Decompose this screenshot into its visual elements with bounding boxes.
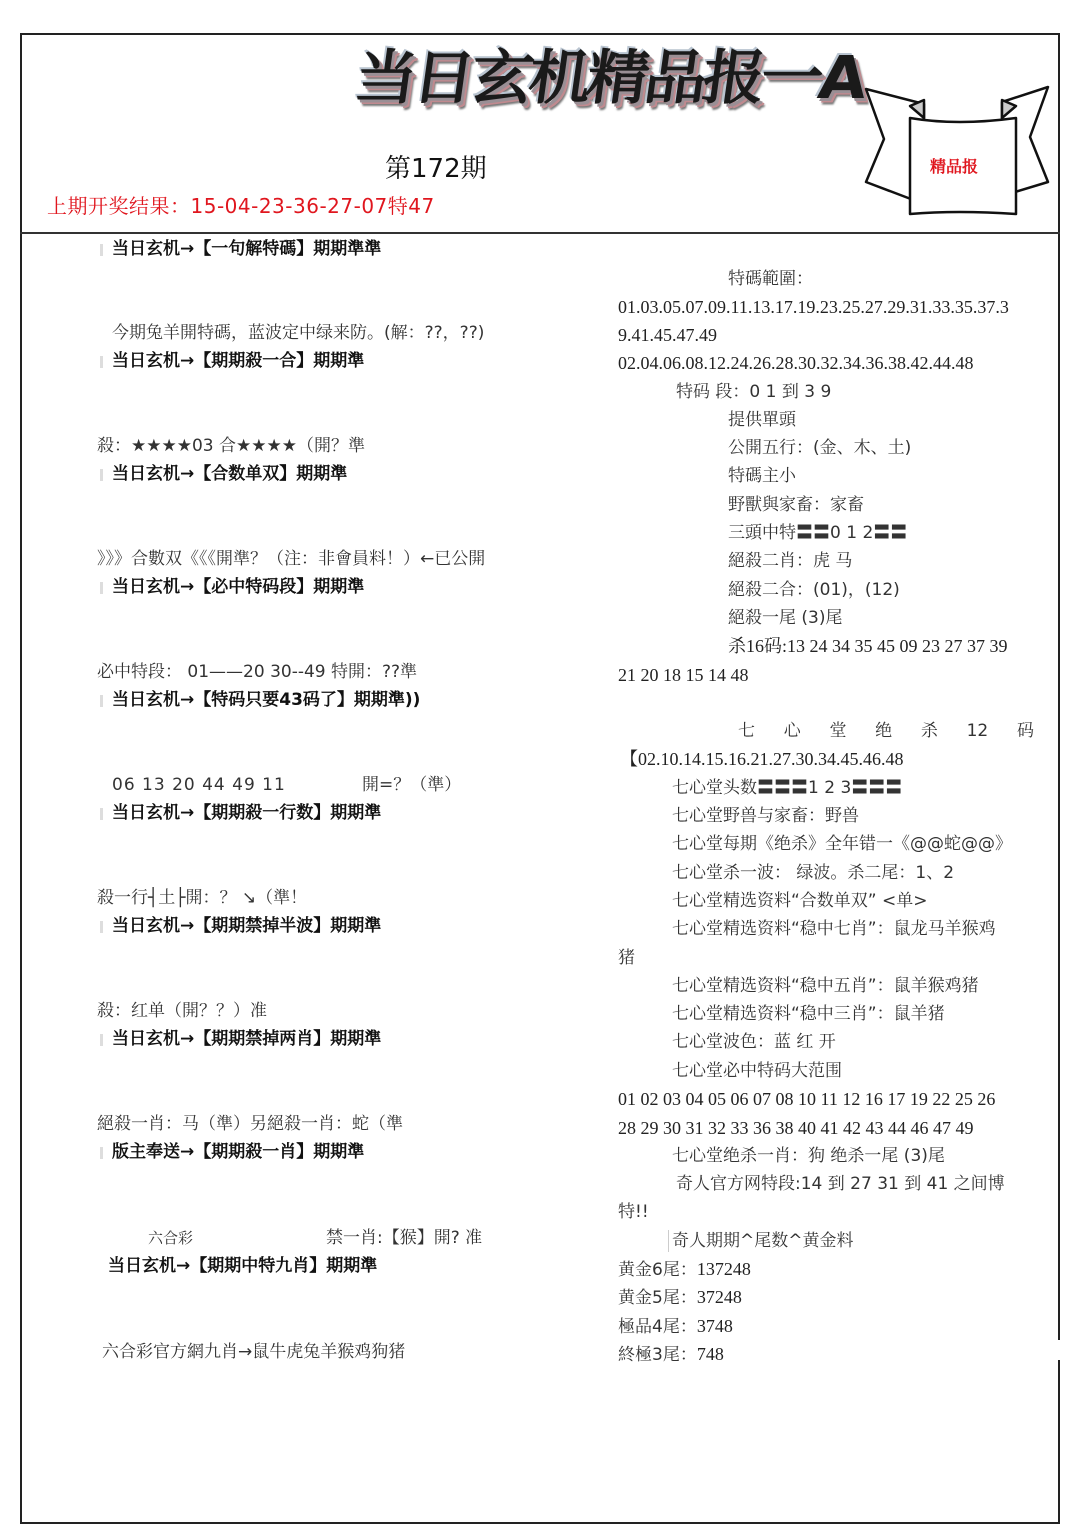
section-title: 当日玄机→【特码只要43码了】期期準))	[112, 690, 421, 710]
section-content-right: 禁一肖:【猴】開? 准	[326, 1228, 483, 1248]
bullet-mark	[100, 695, 103, 707]
qxt-range-line2: 28 29 30 31 32 33 36 38 40 41 42 43 44 46 47 49	[618, 1118, 974, 1138]
ribbon-label: 精品报	[930, 157, 979, 176]
tail-row	[618, 1343, 724, 1366]
tail-value: 748	[696, 1344, 724, 1364]
section-content: 必中特段： 01——20 30--49 特開：??準	[97, 662, 418, 682]
range-odd-line2: 9.41.45.47.49	[618, 325, 717, 345]
qxt-kill12-title	[738, 720, 1034, 742]
ribbon-badge-icon	[862, 84, 1052, 216]
qxt-odd-even: 七心堂精选资料“合数单双” <单>	[672, 891, 928, 911]
title-char: 码	[1016, 721, 1034, 741]
section-content: 》》》合數双《《《開準？（注：非會員料！）←已公開	[97, 549, 486, 569]
bullet-mark	[100, 1034, 103, 1046]
qxt-range-line1: 01 02 03 04 05 06 07 08 10 11 12 16 17 19 22 25 26	[618, 1089, 996, 1109]
section-title: 当日玄机→【合数单双】期期準	[112, 464, 348, 484]
section-title: 当日玄机→【期期禁掉半波】期期準	[112, 916, 382, 936]
segment: 特码 段：0 1 到 3 9	[676, 382, 832, 402]
section-title: 当日玄机→【期期中特九肖】期期準	[108, 1256, 378, 1276]
section-title: 当日玄机→【期期禁掉两肖】期期準	[112, 1029, 382, 1049]
section-content-right: 開=？（準）	[362, 775, 462, 795]
banner-title: 当日玄机精品报一A	[350, 42, 868, 113]
range-odd-line1: 01.03.05.07.09.11.13.17.19.23.25.27.29.31.33.35.37.3	[618, 297, 1009, 317]
qxt-kill-zodiac-tail: 七心堂绝杀一肖：狗 绝杀一尾 (3)尾	[672, 1146, 945, 1166]
section-title: 当日玄机→【一句解特碼】期期準準	[112, 239, 382, 259]
title-char: 绝	[875, 721, 893, 741]
bullet-mark	[100, 244, 103, 256]
section-content: 殺：红单（開？？）准	[97, 1001, 267, 1021]
qiren-segment-line2: 特!!	[618, 1202, 649, 1222]
qxt-wave: 七心堂杀一波： 绿波。杀二尾：1、2	[672, 863, 955, 883]
title-char: 12	[966, 721, 989, 741]
tail-label: 黄金5尾：	[618, 1288, 697, 1308]
qiren-segment-line1: 奇人官方网特段:14 到 27 31 到 41 之间博	[676, 1174, 1005, 1194]
section-content: 六合彩官方網九肖→鼠牛虎兔羊猴鸡狗猪	[102, 1342, 406, 1362]
range-title: 特碼範圍：	[728, 269, 813, 289]
section-content: 殺：★★★★03 合★★★★（開？準	[97, 436, 365, 456]
bullet-mark	[100, 469, 103, 481]
wild-domestic: 野獸與家畜：家畜	[728, 495, 864, 515]
bullet-mark	[100, 808, 103, 820]
kill-two-zodiac: 絕殺二肖：虎 马	[728, 551, 853, 571]
bullet-mark	[100, 356, 103, 368]
qxt-color: 七心堂波色：蓝 红 开	[672, 1032, 836, 1052]
border-gap	[1056, 1340, 1066, 1360]
qxt-yearly: 七心堂每期《绝杀》全年错一《@@蛇@@》	[672, 834, 1012, 854]
range-even: 02.04.06.08.12.24.26.28.30.32.34.36.38.42.44.48	[618, 353, 974, 373]
section-content: 今期兔羊開特碼，蓝波定中绿来防。(解：??，??)	[112, 323, 485, 343]
tail-value: 3748	[696, 1316, 733, 1336]
bullet-mark	[100, 1147, 103, 1159]
last-result	[47, 190, 435, 219]
three-heads: 三頭中特〓〓0 1 2〓〓	[728, 523, 908, 543]
last-result-label: 上期开奖结果：	[47, 194, 191, 218]
kill-16-line1: 杀16码:13 24 34 35 45 09 23 27 37 39	[728, 636, 1008, 656]
title-char: 七	[738, 721, 755, 741]
section-title: 当日玄机→【期期殺一合】期期準	[112, 351, 365, 371]
bullet-mark	[100, 582, 103, 594]
kill-two-combo: 絕殺二合：(01)，(12)	[728, 580, 900, 600]
tails-title: 奇人期期^尾数^黄金料	[668, 1230, 854, 1252]
qxt-seven-line1: 七心堂精选资料“稳中七肖”：鼠龙马羊猴鸡	[672, 919, 996, 939]
section-title: 当日玄机→【必中特码段】期期準	[112, 577, 365, 597]
issue-number: 第172期	[385, 154, 487, 184]
qxt-range-title: 七心堂必中特码大范围	[672, 1061, 842, 1081]
header-divider	[20, 232, 1060, 234]
section-content: 殺一行┤土├開：？ ↘（準！	[97, 888, 308, 908]
section-content: 六合彩	[148, 1229, 194, 1247]
section-title: 版主奉送→【期期殺一肖】期期準	[112, 1142, 365, 1162]
tail-row	[618, 1286, 742, 1309]
qxt-three: 七心堂精选资料“稳中三肖”：鼠羊猪	[672, 1004, 945, 1024]
tail-label: 終極3尾：	[618, 1345, 697, 1365]
five-elements: 公開五行：(金、木、土)	[728, 438, 912, 458]
bullet-mark	[100, 921, 103, 933]
title-char: 堂	[829, 721, 847, 741]
tail-value: 37248	[696, 1287, 742, 1307]
last-result-value: 15-04-23-36-27-07特47	[190, 194, 435, 218]
tail-label: 極品4尾：	[618, 1317, 697, 1337]
section-content: 06 13 20 44 49 11	[112, 775, 286, 795]
kill-one-tail: 絕殺一尾 (3)尾	[728, 608, 843, 628]
title-char: 杀	[920, 721, 938, 741]
kill-16-line2: 21 20 18 15 14 48	[618, 665, 749, 685]
tail-row	[618, 1315, 733, 1338]
title-char: 心	[783, 721, 801, 741]
qxt-five: 七心堂精选资料“稳中五肖”：鼠羊猴鸡猪	[672, 976, 979, 996]
size: 特碼主小	[728, 466, 796, 486]
tail-label: 黄金6尾：	[618, 1260, 697, 1280]
tail-value: 137248	[696, 1259, 751, 1279]
qxt-kill12-numbers: 【02.10.14.15.16.21.27.30.34.45.46.48	[620, 749, 904, 769]
qxt-wild: 七心堂野兽与家畜：野兽	[672, 806, 859, 826]
single-head: 提供單頭	[728, 410, 796, 430]
qxt-heads: 七心堂头数〓〓〓1 2 3〓〓〓	[672, 778, 903, 798]
section-content: 絕殺一肖：马（準）另絕殺一肖：蛇（準	[97, 1114, 403, 1134]
section-title: 当日玄机→【期期殺一行数】期期準	[112, 803, 382, 823]
qxt-seven-line2: 猪	[618, 948, 635, 968]
tail-row	[618, 1258, 751, 1281]
